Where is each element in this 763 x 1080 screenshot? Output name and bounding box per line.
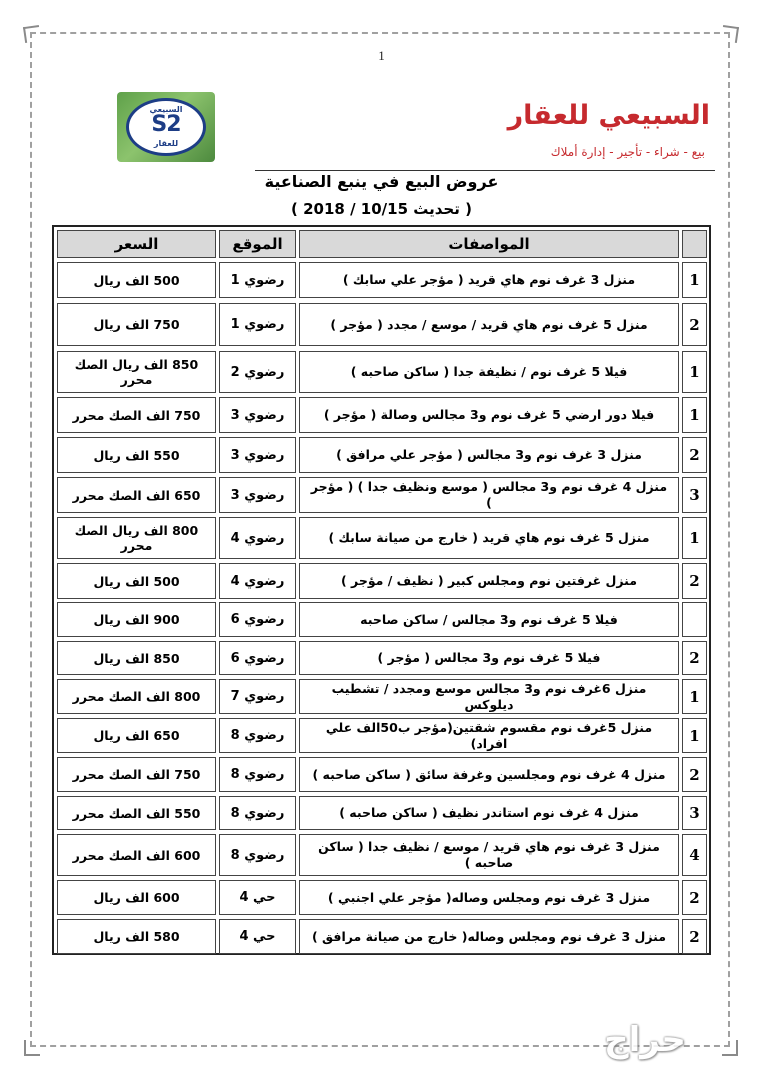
- row-number-cell: 1: [682, 679, 707, 714]
- description-cell: منزل 4 غرف نوم استاندر نظيف ( ساكن صاحبه ): [299, 796, 679, 830]
- location-cell: رضوي 7: [219, 679, 296, 714]
- price-cell: 650 الف ريال: [57, 718, 216, 753]
- page-number: 1: [378, 48, 385, 63]
- price-cell: 650 الف الصك محرر: [57, 477, 216, 513]
- listings-table: [52, 225, 711, 955]
- row-number-cell: 1: [682, 517, 707, 559]
- location-cell: رضوي 1: [219, 262, 296, 298]
- row-number-cell: [682, 602, 707, 637]
- row-number-cell: 4: [682, 834, 707, 876]
- description-cell: منزل 4 غرف نوم و3 مجالس ( موسع ونظيف جدا ) ( مؤجر ): [299, 477, 679, 513]
- location-cell: رضوي 3: [219, 477, 296, 513]
- description-cell: منزل 3 غرف نوم هاي قريد ( مؤجر علي سابك ): [299, 262, 679, 298]
- price-cell: 500 الف ريال: [57, 563, 216, 599]
- logo-caption-top: السبيعي: [149, 105, 183, 114]
- row-number-cell: 2: [682, 757, 707, 792]
- header-price: السعر: [57, 230, 216, 258]
- description-cell: منزل 4 غرف نوم ومجلسين وغرفة سائق ( ساكن صاحبه ): [299, 757, 679, 792]
- location-cell: رضوي 4: [219, 517, 296, 559]
- description-cell: منزل 3 غرف نوم هاي قريد / موسع / نظيف جدا ( ساكن صاحبه ): [299, 834, 679, 876]
- logo-caption-bottom: للعقار: [153, 139, 179, 148]
- description-cell: منزل 5 غرف نوم هاي قريد ( خارج من صيانة سابك ): [299, 517, 679, 559]
- description-cell: منزل 3 غرف نوم و3 مجالس ( مؤجر علي مرافق ): [299, 437, 679, 473]
- location-cell: رضوي 6: [219, 602, 296, 637]
- row-number-cell: 2: [682, 303, 707, 346]
- location-cell: رضوي 8: [219, 718, 296, 753]
- location-cell: رضوي 3: [219, 397, 296, 433]
- row-number-cell: 2: [682, 641, 707, 675]
- description-cell: فيلا دور ارضي 5 غرف نوم و3 مجالس وصالة ( مؤجر ): [299, 397, 679, 433]
- location-cell: رضوي 3: [219, 437, 296, 473]
- description-cell: منزل 5 غرف نوم هاي قريد / موسع / مجدد ( مؤجر ): [299, 303, 679, 346]
- logo-emblem: [126, 98, 206, 156]
- price-cell: 800 الف الصك محرر: [57, 679, 216, 714]
- location-cell: رضوي 8: [219, 834, 296, 876]
- description-cell: منزل 5غرف نوم مقسوم شقتين(مؤجر ب50الف علي افراد): [299, 718, 679, 753]
- description-cell: فيلا 5 غرف نوم و3 مجالس ( مؤجر ): [299, 641, 679, 675]
- location-cell: حي 4: [219, 919, 296, 954]
- price-cell: 750 الف ريال: [57, 303, 216, 346]
- watermark: حراج: [604, 1020, 686, 1060]
- price-cell: 850 الف ريال: [57, 641, 216, 675]
- location-cell: رضوي 1: [219, 303, 296, 346]
- row-number-cell: 1: [682, 718, 707, 753]
- location-cell: رضوي 4: [219, 563, 296, 599]
- header-number: [682, 230, 707, 258]
- location-cell: رضوي 8: [219, 757, 296, 792]
- price-cell: 750 الف الصك محرر: [57, 397, 216, 433]
- row-number-cell: 1: [682, 397, 707, 433]
- header-description: المواصفات: [299, 230, 679, 258]
- price-cell: 600 الف الصك محرر: [57, 834, 216, 876]
- row-number-cell: 2: [682, 437, 707, 473]
- location-cell: رضوي 8: [219, 796, 296, 830]
- description-cell: منزل 3 غرف نوم ومجلس وصاله( مؤجر علي اجنبي ): [299, 880, 679, 915]
- row-number-cell: 2: [682, 563, 707, 599]
- location-cell: رضوي 6: [219, 641, 296, 675]
- row-number-cell: 2: [682, 880, 707, 915]
- price-cell: 550 الف ريال: [57, 437, 216, 473]
- price-cell: 500 الف ريال: [57, 262, 216, 298]
- location-cell: حي 4: [219, 880, 296, 915]
- description-cell: منزل غرفتين نوم ومجلس كبير ( نظيف / مؤجر ): [299, 563, 679, 599]
- document-subtitle: ( تحديث 10/15 / 2018 ): [291, 200, 472, 218]
- logo-mark: S2: [151, 112, 181, 137]
- row-number-cell: 1: [682, 262, 707, 298]
- row-number-cell: 3: [682, 477, 707, 513]
- header-divider: [255, 170, 715, 171]
- description-cell: فيلا 5 غرف نوم / نظيفة جدا ( ساكن صاحبه ): [299, 351, 679, 393]
- description-cell: منزل 6غرف نوم و3 مجالس موسع ومجدد / تشطيب ديلوكس: [299, 679, 679, 714]
- header-location: الموقع: [219, 230, 296, 258]
- price-cell: 580 الف ريال: [57, 919, 216, 954]
- document-title: عروض البيع في ينبع الصناعية: [264, 172, 499, 191]
- description-cell: منزل 3 غرف نوم ومجلس وصاله( خارج من صيانة مرافق ): [299, 919, 679, 954]
- row-number-cell: 2: [682, 919, 707, 954]
- price-cell: 550 الف الصك محرر: [57, 796, 216, 830]
- location-cell: رضوي 2: [219, 351, 296, 393]
- row-number-cell: 3: [682, 796, 707, 830]
- price-cell: 850 الف ريال الصك محرر: [57, 351, 216, 393]
- price-cell: 800 الف ريال الصك محرر: [57, 517, 216, 559]
- company-logo: [117, 92, 215, 162]
- row-number-cell: 1: [682, 351, 707, 393]
- brand-tagline: بيع - شراء - تأجير - إدارة أملاك: [550, 145, 705, 159]
- description-cell: فيلا 5 غرف نوم و3 مجالس / ساكن صاحبه: [299, 602, 679, 637]
- price-cell: 600 الف ريال: [57, 880, 216, 915]
- price-cell: 750 الف الصك محرر: [57, 757, 216, 792]
- brand-title: السبيعي للعقار: [507, 100, 710, 131]
- price-cell: 900 الف ريال: [57, 602, 216, 637]
